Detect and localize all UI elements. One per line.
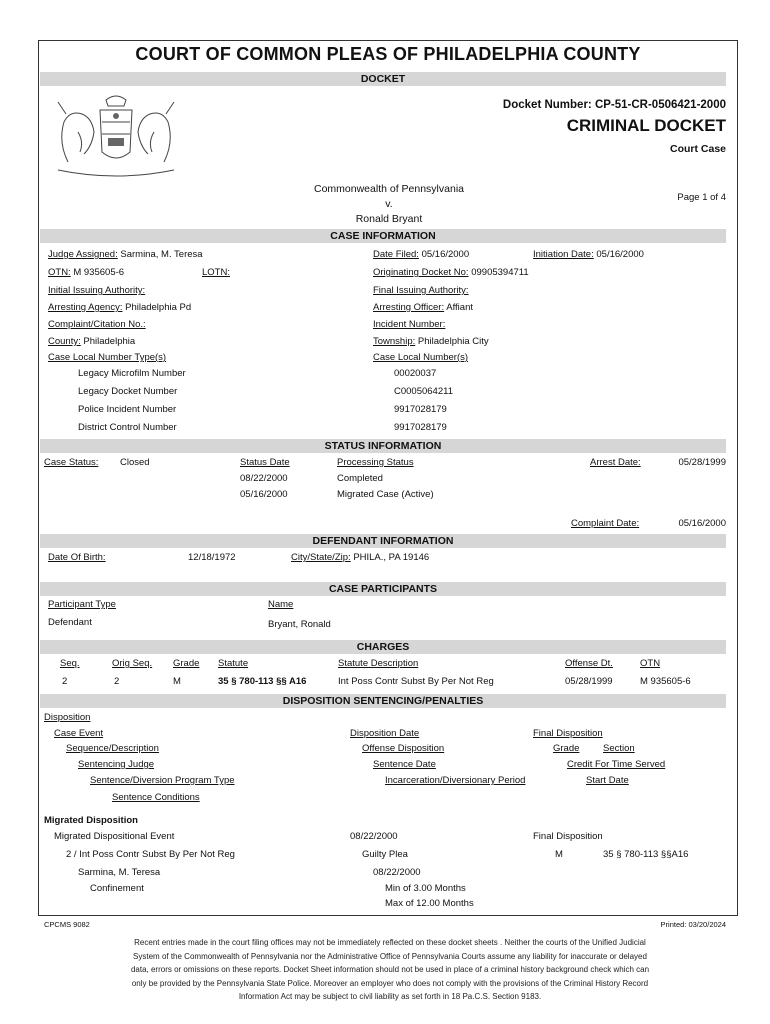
local-type-item: Legacy Microfilm Number <box>78 368 186 379</box>
participant-name: Bryant, Ronald <box>268 619 331 630</box>
status-date: 08/22/2000 <box>240 473 288 484</box>
disclaimer <box>60 936 720 1004</box>
status-date-label: Status Date <box>240 457 290 468</box>
local-type-label: Case Local Number Type(s) <box>48 352 167 363</box>
disp-header-section: Section <box>603 743 635 754</box>
disclaimer-line: System of the Commonwealth of Pennsylvania nor the Administrative Office of Pennsylvania Courts assume any liability for inaccurate or delayed <box>133 951 647 961</box>
disp-header-credit: Credit For Time Served <box>567 759 666 770</box>
judge-label: Judge Assigned: <box>48 249 118 260</box>
city-label: City/State/Zip: <box>291 552 351 563</box>
charge-description: Int Poss Contr Subst By Per Not Reg <box>338 676 494 687</box>
disclaimer-line: Information Act may be subject to civil liability as set forth in 18 Pa.C.S. Section 9183. <box>238 992 542 1001</box>
dob-value: 12/18/1972 <box>188 552 236 563</box>
docket-type: CRIMINAL DOCKET <box>566 116 726 135</box>
charge-orig-seq: 2 <box>114 676 120 687</box>
docket-number: Docket Number: CP-51-CR-0506421-2000 <box>502 99 726 111</box>
initiation-row <box>533 249 644 260</box>
date-filed-value: 05/16/2000 <box>421 249 470 260</box>
participant-name-label: Name <box>268 599 294 610</box>
case-type: Court Case <box>669 143 726 155</box>
page-number: Page 1 of 4 <box>677 192 726 203</box>
docket-bar: DOCKET <box>40 72 726 86</box>
local-type-item: Legacy Docket Number <box>78 386 178 397</box>
complaint-label: Complaint/Citation No.: <box>48 319 146 330</box>
disp-max-period: Max of 12.00 Months <box>385 898 474 909</box>
initiation-label: Initiation Date: <box>533 249 594 260</box>
disp-header-disposition-date: Disposition Date <box>350 728 420 739</box>
initial-issuing-label: Initial Issuing Authority: <box>48 285 146 296</box>
charge-header-seq: Seq. <box>60 658 80 669</box>
charge-grade: M <box>173 676 181 687</box>
disp-header-sentence-conditions: Sentence Conditions <box>112 792 200 803</box>
charges-bar: CHARGES <box>40 640 726 654</box>
status-information-bar: STATUS INFORMATION <box>40 439 726 453</box>
charge-statute: 35 § 780-113 §§ A16 <box>218 676 307 687</box>
disp-header-disposition: Disposition <box>44 712 91 723</box>
initiation-value: 05/16/2000 <box>596 249 644 260</box>
printed-date: Printed: 03/20/2024 <box>660 920 726 929</box>
disp-header-offense-disposition: Offense Disposition <box>362 743 445 754</box>
disclaimer-line: only be provided by the Pennsylvania State Police. Moreover an employer who does not comply with the provisions of the Criminal History Record <box>131 978 649 988</box>
judge-row <box>48 249 203 260</box>
disp-offense-disposition: Guilty Plea <box>362 849 408 860</box>
charge-header-statute: Statute <box>218 658 249 669</box>
disp-header-final-disposition: Final Disposition <box>533 728 603 739</box>
migrated-date: 08/22/2000 <box>350 831 398 842</box>
processing-status: Completed <box>337 473 383 484</box>
disp-program-type: Confinement <box>90 883 144 894</box>
migrated-disposition-title: Migrated Disposition <box>44 815 138 826</box>
processing-status-label: Processing Status <box>337 457 414 468</box>
orig-docket-label: Originating Docket No: <box>373 267 469 278</box>
charge-header-description: Statute Description <box>338 658 419 669</box>
caption-v: v. <box>385 198 393 210</box>
arresting-officer-row <box>373 302 473 313</box>
charge-header-otn: OTN <box>640 658 661 669</box>
court-title: COURT OF COMMON PLEAS OF PHILADELPHIA COUNTY <box>135 44 641 64</box>
final-issuing-label: Final Issuing Authority: <box>373 285 469 296</box>
charge-header-orig-seq: Orig Seq. <box>112 658 153 669</box>
orig-docket-value: 09905394711 <box>471 267 529 278</box>
disp-min-period: Min of 3.00 Months <box>385 883 466 894</box>
local-number-label: Case Local Number(s) <box>373 352 469 363</box>
charge-header-grade: Grade <box>173 658 200 669</box>
migrated-final: Final Disposition <box>533 831 603 842</box>
migrated-event: Migrated Dispositional Event <box>54 831 175 842</box>
county-label: County: <box>48 336 81 347</box>
processing-status: Migrated Case (Active) <box>337 489 434 500</box>
county-row <box>48 336 135 347</box>
otn-label: OTN: <box>48 267 71 278</box>
disp-section: 35 § 780-113 §§A16 <box>603 849 689 860</box>
charge-header-offense-dt: Offense Dt. <box>565 658 613 669</box>
incident-label: Incident Number: <box>373 319 446 330</box>
caption-line1: Commonwealth of Pennsylvania <box>314 183 464 195</box>
case-status-label: Case Status: <box>44 457 99 468</box>
disclaimer-line: data, errors or omissions on these reports. Docket Sheet information should not be used in place of a criminal history background check which can <box>130 965 650 974</box>
lotn-label: LOTN: <box>202 267 230 278</box>
disp-header-sentencing-judge: Sentencing Judge <box>78 759 155 770</box>
dob-label: Date Of Birth: <box>48 552 106 563</box>
disp-header-program-type: Sentence/Diversion Program Type <box>90 775 235 786</box>
judge-value: Sarmina, M. Teresa <box>120 249 203 260</box>
pennsylvania-coat-of-arms-icon <box>48 92 184 178</box>
arresting-agency-label: Arresting Agency: <box>48 302 123 313</box>
township-row <box>373 336 489 347</box>
arresting-officer-value: Affiant <box>446 302 473 313</box>
disp-header-case-event: Case Event <box>54 728 104 739</box>
city-value: PHILA., PA 19146 <box>353 552 430 563</box>
participant-type: Defendant <box>48 617 92 628</box>
charge-seq: 2 <box>62 676 68 687</box>
city-row <box>291 552 429 563</box>
disp-header-grade: Grade <box>553 743 580 754</box>
disposition-bar: DISPOSITION SENTENCING/PENALTIES <box>40 694 726 708</box>
disp-sentencing-judge: Sarmina, M. Teresa <box>78 867 161 878</box>
case-information-bar: CASE INFORMATION <box>40 229 726 243</box>
local-number-item: 9917028179 <box>394 422 447 433</box>
disp-header-sentence-date: Sentence Date <box>373 759 436 770</box>
disp-grade: M <box>555 849 563 860</box>
disp-header-incarceration: Incarceration/Diversionary Period <box>385 775 526 786</box>
local-type-item: Police Incident Number <box>78 404 177 415</box>
local-number-item: 00020037 <box>394 368 437 379</box>
charge-otn: M 935605-6 <box>640 676 691 687</box>
otn-row <box>48 267 124 278</box>
case-participants-bar: CASE PARTICIPANTS <box>40 582 726 596</box>
disp-header-seq-desc: Sequence/Description <box>66 743 159 754</box>
orig-docket-row <box>373 267 529 278</box>
complaint-date-value: 05/16/2000 <box>678 518 726 529</box>
status-date: 05/16/2000 <box>240 489 288 500</box>
form-id: CPCMS 9082 <box>44 920 90 929</box>
otn-value: M 935605-6 <box>73 267 125 278</box>
arrest-date-label: Arrest Date: <box>590 457 641 468</box>
local-number-item: 9917028179 <box>394 404 447 415</box>
local-number-item: C0005064211 <box>394 386 453 397</box>
township-label: Township: <box>373 336 416 347</box>
arresting-agency-value: Philadelphia Pd <box>125 302 192 313</box>
caption-line3: Ronald Bryant <box>355 213 423 225</box>
participant-type-label: Participant Type <box>48 599 116 610</box>
disp-charge-desc: 2 / Int Poss Contr Subst By Per Not Reg <box>66 849 235 860</box>
arrest-date-value: 05/28/1999 <box>678 457 726 468</box>
date-filed-row <box>373 249 469 260</box>
defendant-information-bar: DEFENDANT INFORMATION <box>40 534 726 548</box>
arresting-officer-label: Arresting Officer: <box>373 302 445 313</box>
complaint-date-label: Complaint Date: <box>571 518 640 529</box>
date-filed-label: Date Filed: <box>373 249 419 260</box>
disp-sentence-date: 08/22/2000 <box>373 867 421 878</box>
local-type-item: District Control Number <box>78 422 177 433</box>
case-status-value: Closed <box>120 457 150 468</box>
disp-header-start-date: Start Date <box>586 775 629 786</box>
disclaimer-line: Recent entries made in the court filing offices may not be immediately reflected on these docket sheets . Neither the courts of the Unified Judicial <box>134 938 646 947</box>
county-value: Philadelphia <box>83 336 136 347</box>
township-value: Philadelphia City <box>417 336 489 347</box>
arresting-agency-row <box>48 302 191 313</box>
charge-offense-dt: 05/28/1999 <box>565 676 613 687</box>
